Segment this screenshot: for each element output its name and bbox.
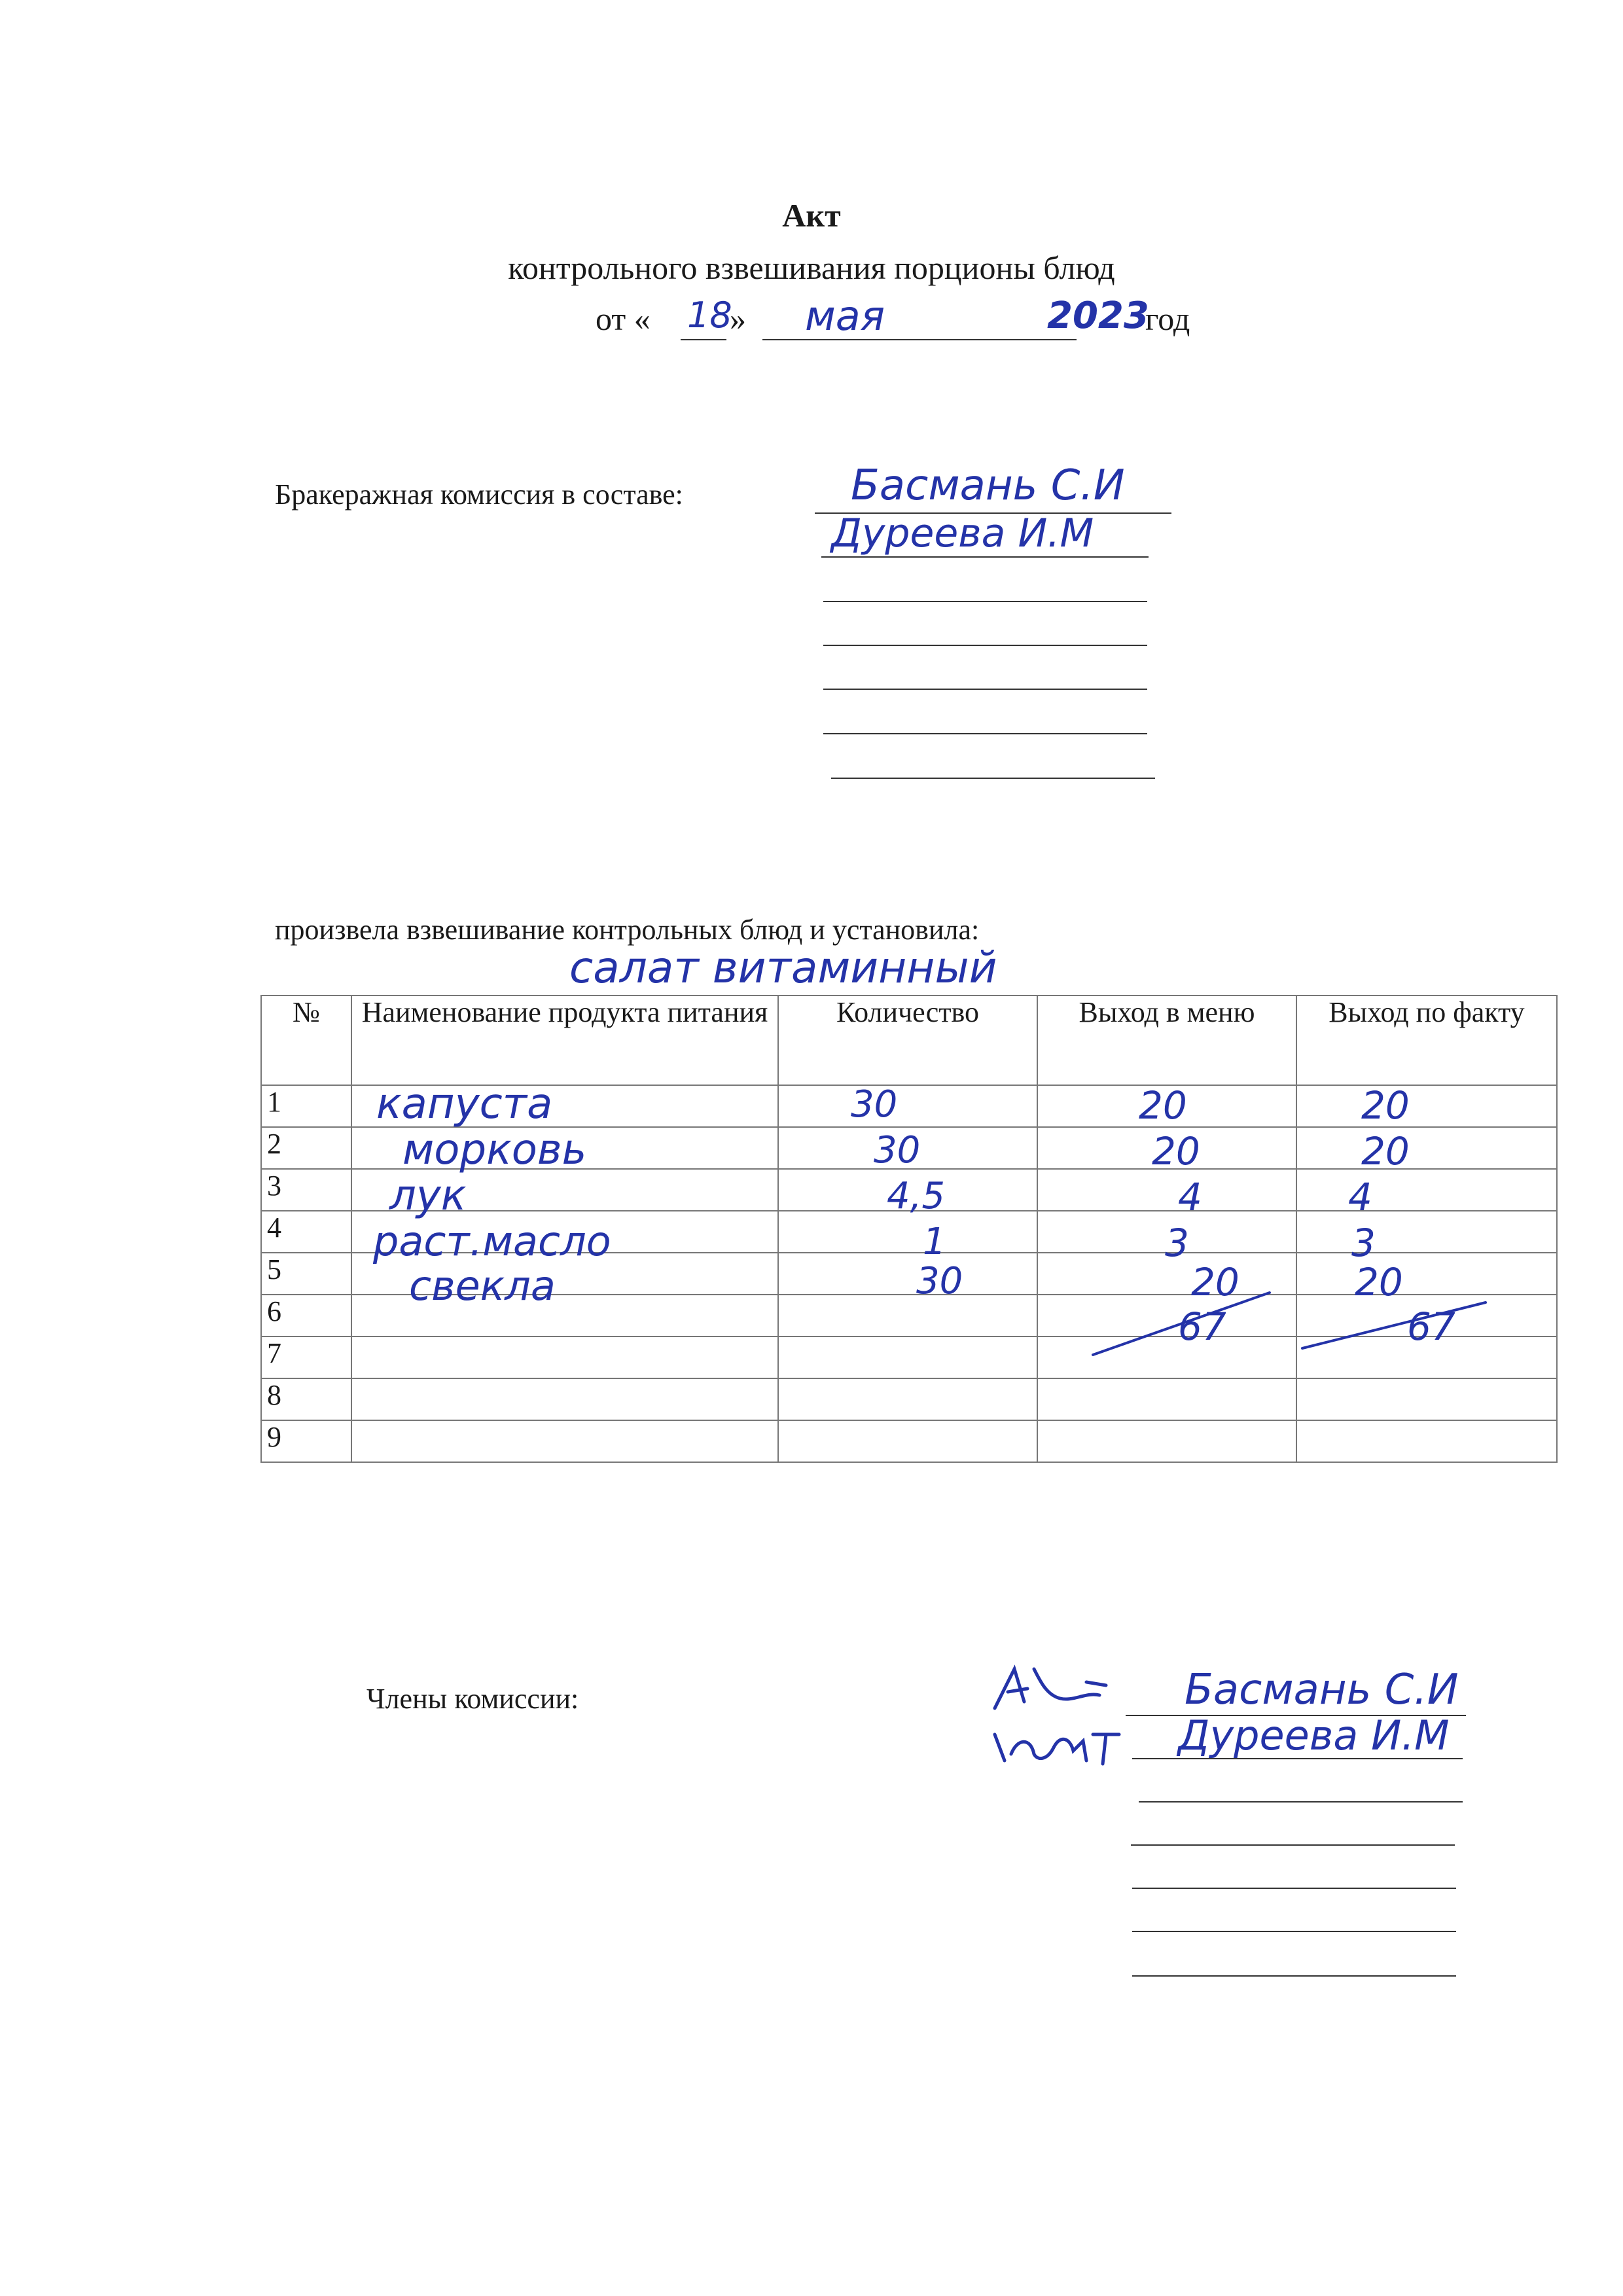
row-num: 5 bbox=[261, 1253, 351, 1295]
row-1-qty: 30 bbox=[851, 1083, 898, 1126]
date-month: мая bbox=[805, 292, 885, 340]
row-num: 2 bbox=[261, 1127, 351, 1169]
row-num: 3 bbox=[261, 1169, 351, 1211]
row-4-name: раст.масло bbox=[373, 1217, 611, 1265]
row-6-menu-total: 67 bbox=[1178, 1304, 1226, 1349]
row-num: 4 bbox=[261, 1211, 351, 1253]
commission-line-6 bbox=[823, 733, 1147, 734]
header-menu: Выход в меню bbox=[1037, 996, 1296, 1085]
commission-line-7 bbox=[831, 778, 1155, 779]
table-row bbox=[261, 1420, 1557, 1462]
row-4-fact: 3 bbox=[1351, 1221, 1376, 1265]
row-1-name: капуста bbox=[376, 1080, 553, 1128]
row-num: 7 bbox=[261, 1336, 351, 1378]
date-prefix: от « bbox=[596, 300, 651, 337]
row-3-name: лук bbox=[389, 1172, 467, 1220]
row-5-qty: 30 bbox=[916, 1260, 963, 1302]
date-mid: » bbox=[730, 300, 746, 337]
row-2-menu: 20 bbox=[1152, 1129, 1200, 1174]
signature-image-2 bbox=[988, 1715, 1139, 1774]
document-subtitle: контрольного взвешивания порционы блюд bbox=[508, 249, 1115, 286]
commission-member-1: Басмань С.И bbox=[851, 461, 1125, 510]
date-year: 2023 bbox=[1047, 295, 1149, 337]
header-qty: Количество bbox=[778, 996, 1037, 1085]
date-suffix: год bbox=[1145, 300, 1190, 337]
date-day: 18 bbox=[687, 295, 732, 336]
header-name: Наименование продукта питания bbox=[351, 996, 778, 1085]
signatures-label: Члены комиссии: bbox=[366, 1683, 579, 1715]
date-line bbox=[596, 292, 1217, 340]
dish-name: салат витаминный bbox=[569, 942, 997, 993]
row-1-menu: 20 bbox=[1139, 1083, 1187, 1128]
row-4-qty: 1 bbox=[923, 1221, 946, 1263]
header-fact: Выход по факту bbox=[1296, 996, 1557, 1085]
commission-line-5 bbox=[823, 689, 1147, 690]
row-num: 8 bbox=[261, 1378, 351, 1420]
row-4-menu: 3 bbox=[1165, 1221, 1189, 1265]
table-row bbox=[261, 1378, 1557, 1420]
commission-line-2 bbox=[821, 556, 1149, 558]
signature-line-3 bbox=[1139, 1801, 1463, 1803]
commission-label: Бракеражная комиссия в составе: bbox=[275, 478, 683, 511]
row-5-name: свекла bbox=[409, 1262, 556, 1310]
signature-member-2: Дуреева И.М bbox=[1178, 1712, 1450, 1759]
signature-member-1: Басмань С.И bbox=[1185, 1666, 1459, 1714]
signature-image-1 bbox=[988, 1656, 1119, 1721]
row-3-qty: 4,5 bbox=[887, 1175, 946, 1217]
signature-line-4 bbox=[1131, 1844, 1455, 1846]
row-5-fact: 20 bbox=[1355, 1260, 1403, 1304]
signature-line-7 bbox=[1132, 1975, 1456, 1977]
document-title: Акт bbox=[782, 197, 841, 234]
signature-line-6 bbox=[1132, 1931, 1456, 1932]
signature-line-5 bbox=[1132, 1888, 1456, 1889]
row-2-name: морковь bbox=[402, 1126, 587, 1174]
row-1-fact: 20 bbox=[1361, 1083, 1410, 1128]
commission-line-3 bbox=[823, 601, 1147, 602]
row-2-qty: 30 bbox=[874, 1129, 921, 1172]
date-day-underline bbox=[681, 339, 726, 340]
row-6-fact-total: 67 bbox=[1407, 1304, 1455, 1349]
intro-text: произвела взвешивание контрольных блюд и установила: bbox=[275, 914, 980, 946]
header-num: № bbox=[261, 996, 351, 1085]
row-2-fact: 20 bbox=[1361, 1129, 1410, 1174]
row-num: 6 bbox=[261, 1295, 351, 1336]
table-header-row bbox=[261, 996, 1557, 1085]
row-num: 9 bbox=[261, 1420, 351, 1462]
row-3-menu: 4 bbox=[1178, 1175, 1202, 1219]
commission-member-2: Дуреева И.М bbox=[831, 511, 1094, 556]
row-num: 1 bbox=[261, 1085, 351, 1127]
row-3-fact: 4 bbox=[1348, 1175, 1372, 1219]
row-5-menu: 20 bbox=[1191, 1260, 1240, 1304]
commission-line-4 bbox=[823, 645, 1147, 646]
